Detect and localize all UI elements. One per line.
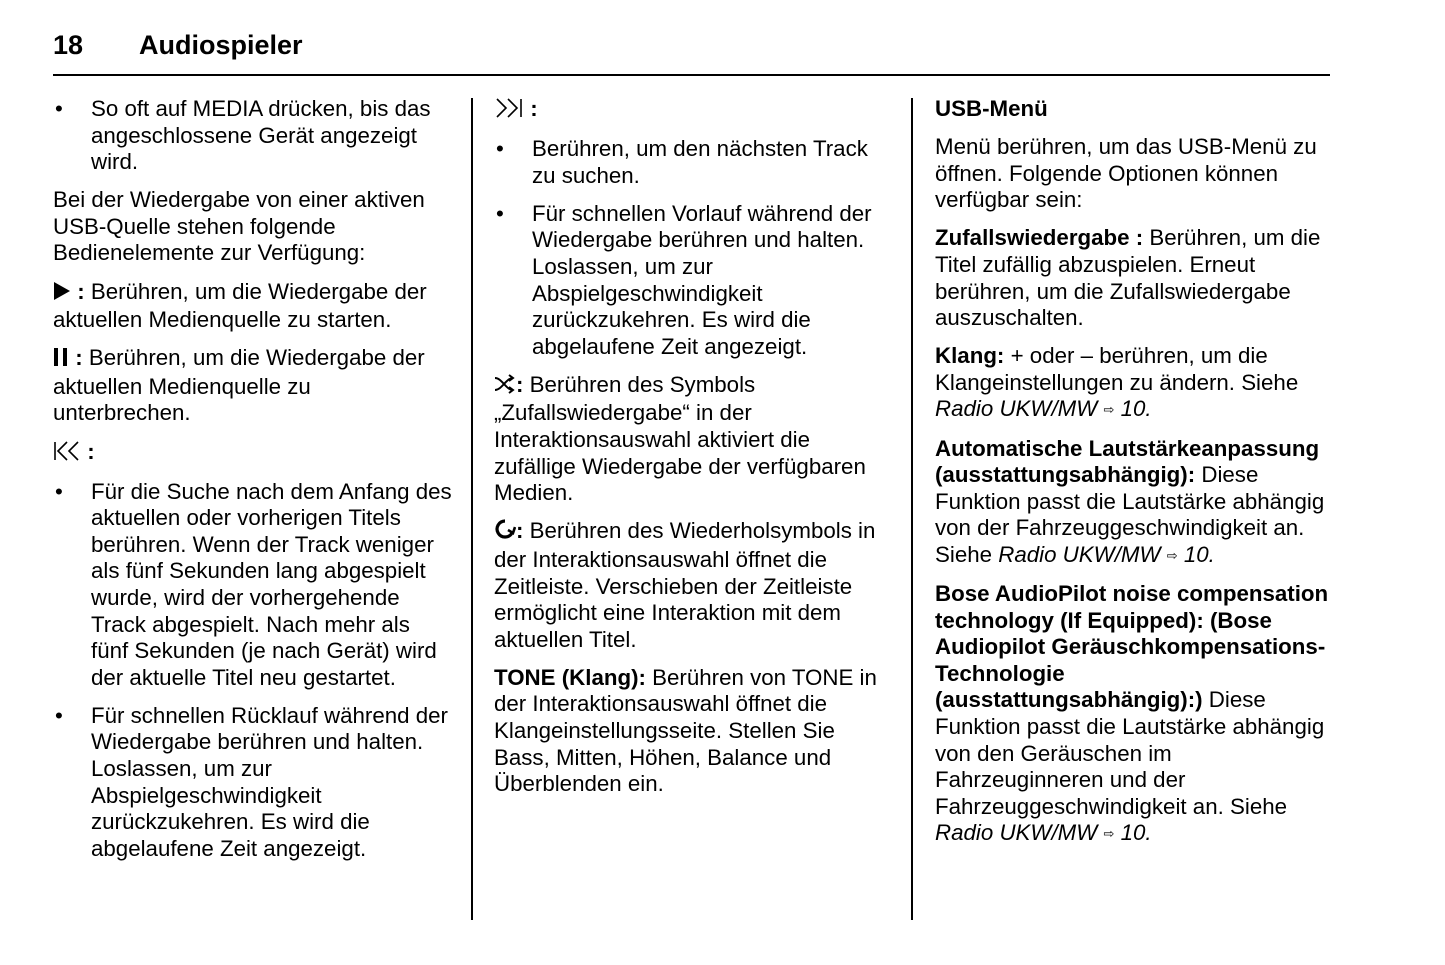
shuffle-icon <box>494 374 516 401</box>
reference-title: Radio UKW/MW <box>998 541 1161 567</box>
repeat-icon <box>494 518 516 547</box>
play-text: Berühren, um die Wiedergabe der aktuellen Medienquelle zu starten. <box>53 278 427 333</box>
list-item: • Für schnellen Vorlauf während der Wiedergabe berühren und halten. Loslassen, um zur Abspielgeschwindigkeit zurückzukehren. Es wird die abgelaufene Zeit angezeigt. <box>494 201 894 361</box>
tone-label: TONE (Klang): <box>494 664 646 690</box>
tone-paragraph <box>494 665 894 798</box>
list-item: • So oft auf MEDIA drücken, bis das angeschlossene Gerät angezeigt wird. <box>53 96 453 176</box>
bullet-list <box>53 96 453 176</box>
intro-paragraph: Bei der Wiedergabe von einer aktiven USB-Quelle stehen folgende Bedienelemente zur Verfügung: <box>53 187 425 266</box>
reference-title: Radio UKW/MW <box>935 396 1098 422</box>
pause-text: Berühren, um die Wiedergabe der aktuellen Medienquelle zu unterbrechen. <box>53 345 425 426</box>
cross-reference[interactable]: Radio UKW/MW ⇨ 10. <box>935 820 1152 846</box>
cross-reference[interactable]: Radio UKW/MW ⇨ 10. <box>935 396 1152 422</box>
repeat-text: Berühren des Wiederholsymbols in der Interaktionsauswahl öffnet die Zeitleiste. Verschieben der Zeitleiste ermöglicht eine Interaktion mit dem aktuellen Titel. <box>494 518 876 652</box>
reference-arrow-icon: ⇨ <box>1166 547 1178 563</box>
reference-arrow-icon: ⇨ <box>1103 402 1115 418</box>
header-rule <box>53 74 1330 76</box>
cross-reference[interactable]: Radio UKW/MW ⇨ 10. <box>998 541 1215 567</box>
pause-paragraph: : Berühren, um die Wiedergabe der aktuellen Medienquelle zu unterbrechen. <box>53 345 425 426</box>
column-2 <box>494 96 894 809</box>
page-title: Audiospieler <box>139 30 303 60</box>
column-1 <box>53 96 453 874</box>
usb-menu-heading: USB-Menü <box>935 96 1048 121</box>
reference-page: 10 <box>1183 541 1209 567</box>
tone-text: Berühren von TONE in der Interaktionsauswahl öffnet die Klangeinstellungsseite. Stellen Sie Bass, Mitten, Höhen, Balance und Überblenden ein. <box>494 664 877 797</box>
usb-menu-text: Menü berühren, um das USB-Menü zu öffnen. Folgende Optionen können verfügbar sein: <box>935 134 1317 213</box>
avc-text: Diese Funktion passt die Lautstärke abhängig von der Fahrzeuggeschwindigkeit an. Siehe <box>935 462 1325 567</box>
play-icon <box>53 281 71 308</box>
reference-title: Radio UKW/MW <box>935 820 1098 846</box>
column-divider <box>911 98 913 920</box>
column-divider <box>471 98 473 920</box>
bose-label: Bose AudioPilot noise compensation technology (If Equipped): (Bose Audiopilot Geräuschkompensations-Technologie (ausstattungsabhängig):) <box>935 581 1329 713</box>
column-3 <box>935 96 1330 859</box>
shuffle-option-text: Berühren, um die Titel zufällig abzuspielen. Erneut berühren, um die Zufallswiedergabe auszuschalten. <box>935 225 1321 331</box>
next-heading: : <box>494 96 894 125</box>
previous-track-icon <box>53 441 81 468</box>
shuffle-text: Berühren des Symbols „Zufallswiedergabe“ in der Interaktionsauswahl aktiviert die zufällige Wiedergabe der verfügbaren Medien. <box>494 371 866 506</box>
shuffle-option-label: Zufallswiedergabe : <box>935 225 1144 251</box>
klang-text: + oder – berühren, um die Klangeinstellungen zu ändern. Siehe <box>935 343 1299 395</box>
previous-heading: : <box>53 439 453 468</box>
avc-option <box>935 436 1330 570</box>
play-paragraph: : Berühren, um die Wiedergabe der aktuellen Medienquelle zu starten. <box>53 278 427 333</box>
page-number: 18 <box>53 30 84 60</box>
list-item: • Berühren, um den nächsten Track zu suchen. <box>494 136 894 189</box>
bose-option <box>935 581 1330 848</box>
list-item: • Für die Suche nach dem Anfang des aktuellen oder vorherigen Titels berühren. Wenn der Track weniger als fünf Sekunden lang abgespielt wurde, wird der vorhergehende Track abgespielt. Nach mehr als fünf Sekunden (je nach Gerät) wird der aktuelle Titel neu gestartet. <box>53 479 453 692</box>
bullet-list <box>494 136 894 360</box>
shuffle-paragraph: : Berühren des Symbols „Zufallswiedergabe“ in der Interaktionsauswahl aktiviert die zufällige Wiedergabe der verfügbaren Medien. <box>494 371 866 506</box>
list-item: • Für schnellen Rücklauf während der Wiedergabe berühren und halten. Loslassen, um zur Abspielgeschwindigkeit zurückzukehren. Es wird die abgelaufene Zeit angezeigt. <box>53 703 453 863</box>
page-header <box>53 30 1330 74</box>
bose-text: Diese Funktion passt die Lautstärke abhängig von den Geräuschen im Fahrzeuginneren und der Fahrzeuggeschwindigkeit an. Siehe <box>935 687 1325 819</box>
klang-label: Klang: <box>935 343 1005 369</box>
shuffle-option <box>935 225 1330 331</box>
pause-icon <box>53 347 69 374</box>
bullet-list <box>53 479 453 863</box>
next-track-icon <box>494 98 524 125</box>
avc-label: Automatische Lautstärkeanpassung (ausstattungsabhängig): <box>935 435 1320 488</box>
reference-page: 10 <box>1120 820 1146 846</box>
reference-arrow-icon: ⇨ <box>1103 826 1115 842</box>
repeat-paragraph: : Berühren des Wiederholsymbols in der Interaktionsauswahl öffnet die Zeitleiste. Verschieben der Zeitleiste ermöglicht eine Interaktion mit dem aktuellen Titel. <box>494 518 876 652</box>
reference-page: 10 <box>1120 396 1146 422</box>
klang-option <box>935 343 1330 424</box>
